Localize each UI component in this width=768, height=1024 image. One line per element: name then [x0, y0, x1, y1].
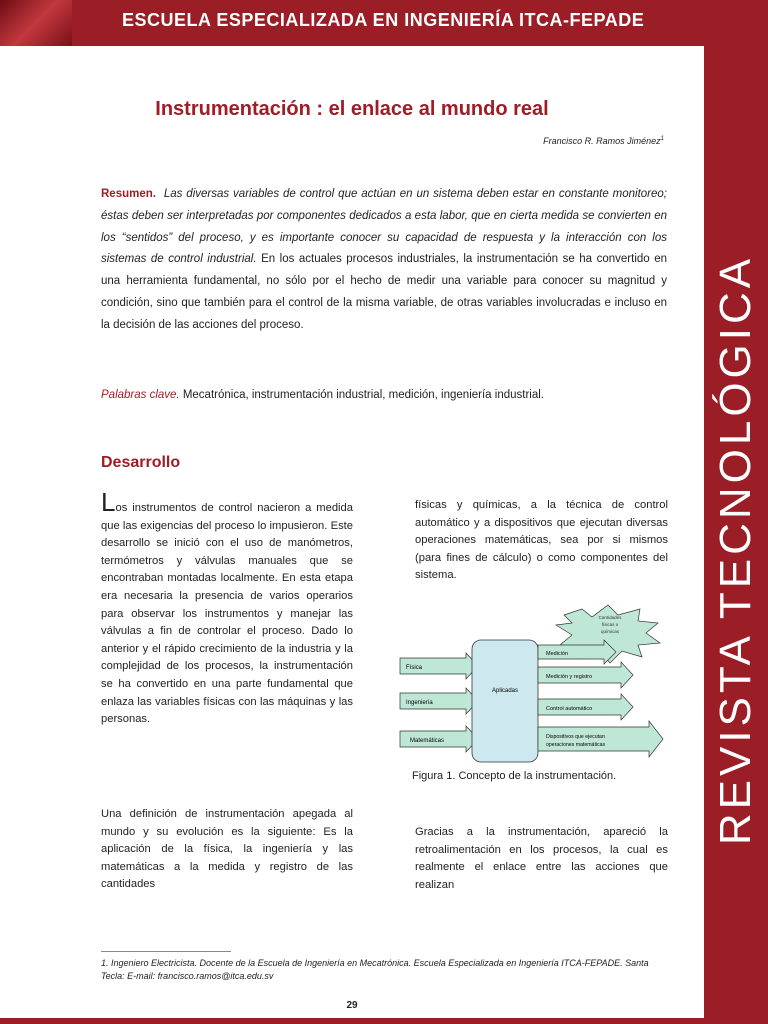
keywords: [101, 385, 667, 407]
output-label-1: Medición: [546, 651, 569, 657]
output-label-4-line2: operaciones matemáticas: [546, 742, 606, 748]
output-label-2: Medición y registro: [546, 674, 593, 680]
burst-label-1: Cantidades: [598, 615, 622, 620]
abstract: [101, 184, 667, 337]
author-line: [543, 136, 664, 146]
header-title: ESCUELA ESPECIALIZADA EN INGENIERÍA ITCA-FEPADE: [122, 10, 645, 30]
sidebar-journal-name: REVISTA TECNOLÓGICA: [711, 254, 760, 846]
input-label-2: Ingeniería: [406, 700, 433, 706]
header-bar: [0, 0, 768, 46]
section-heading: Desarrollo: [101, 454, 181, 471]
footnote-divider: [101, 951, 231, 952]
page-number: 29: [346, 1000, 358, 1011]
center-box: [472, 640, 538, 762]
abstract-text: En los actuales procesos industriales, la instrumentación se ha convertido en una herramienta fundamental, no sólo por el hecho de medir una variable para conocer su magnitud y condición, sino que también para el control de la misma variable, de otras variables involucradas e incluso en la decisión de las acciones del proceso.: [101, 253, 667, 331]
instrumentation-diagram: [396, 603, 686, 768]
center-label: Aplicadas: [491, 688, 519, 694]
header-logo-image: [0, 0, 72, 46]
output-label-4-line1: Dispositivos que ejecutan: [546, 734, 605, 740]
article-title: Instrumentación : el enlace al mundo real: [155, 98, 549, 120]
col1-paragraph-2: Una definición de instrumentación apegada al mundo y su evolución es la siguiente: Es la aplicación de la física, la ingeniería y las matemáticas a la medida y registro de las cantidades: [101, 808, 353, 891]
col2-paragraph-1: físicas y químicas, a la técnica de control automático y a dispositivos que ejecutan diversas operaciones matemáticas, sea por si mismos (para fines de cálculo) o como componentes del sistema.: [415, 499, 668, 582]
output-label-3: Control automático: [546, 706, 593, 712]
col1-paragraph-1: [101, 487, 353, 729]
input-label-1: Física: [406, 665, 423, 671]
input-label-3: Matemáticas: [410, 738, 445, 744]
col1-paragraph-1-text: os instrumentos de control nacieron a medida que las exigencias del proceso lo impusieron. Este desarrollo se inició con el uso de manómetros, termómetros y válvulas manuales que se encontraban montadas localmente. En esta etapa era necesaria la presencia de varios operarios para observar los instrumentos y manejar las válvulas a fin de controlar el proceso. Dado lo anterior y el rápido crecimiento de la industria y la complejidad de los procesos, la instrumentación se ha convertido en una parte fundamental que enlaza las variables físicas con las máquinas y las personas.: [101, 502, 353, 726]
keywords-label: Palabras clave.: [101, 389, 180, 401]
keywords-text: Mecatrónica, instrumentación industrial, medición, ingeniería industrial.: [182, 389, 544, 401]
abstract-text-italic: Las diversas variables de control que actúan en un sistema deben estar en constante monitoreo; éstas deben ser interpretadas por componentes dedicados a esta labor, que en cierta medida se convierten en los “sentidos” del proceso, y es importante conocer su capacidad de respuesta y la interacción con los sistemas de control industrial.: [101, 188, 667, 266]
drop-cap: L: [101, 487, 116, 517]
author-name: Francisco R. Ramos Jiménez: [543, 136, 661, 146]
footnote: 1. Ingeniero Electricista. Docente de la Escuela de Ingeniería en Mecatrónica. Escuela Especializada en Ingeniería ITCA-FEPADE. Santa Tecla: E-mail: francisco.ramos@itca.edu.sv: [101, 958, 649, 981]
bottom-band: [0, 1018, 704, 1024]
burst-label-3: químicas: [600, 629, 620, 634]
abstract-label: Resumen.: [101, 188, 156, 200]
author-footnote-mark: 1: [660, 136, 664, 142]
col2-paragraph-2: Gracias a la instrumentación, apareció la retroalimentación en los procesos, la cual es realmente el enlace entre las acciones que realizan: [415, 826, 668, 891]
figure-caption: Figura 1. Concepto de la instrumentación.: [412, 770, 617, 782]
burst-label-2: físicas o: [601, 622, 619, 627]
